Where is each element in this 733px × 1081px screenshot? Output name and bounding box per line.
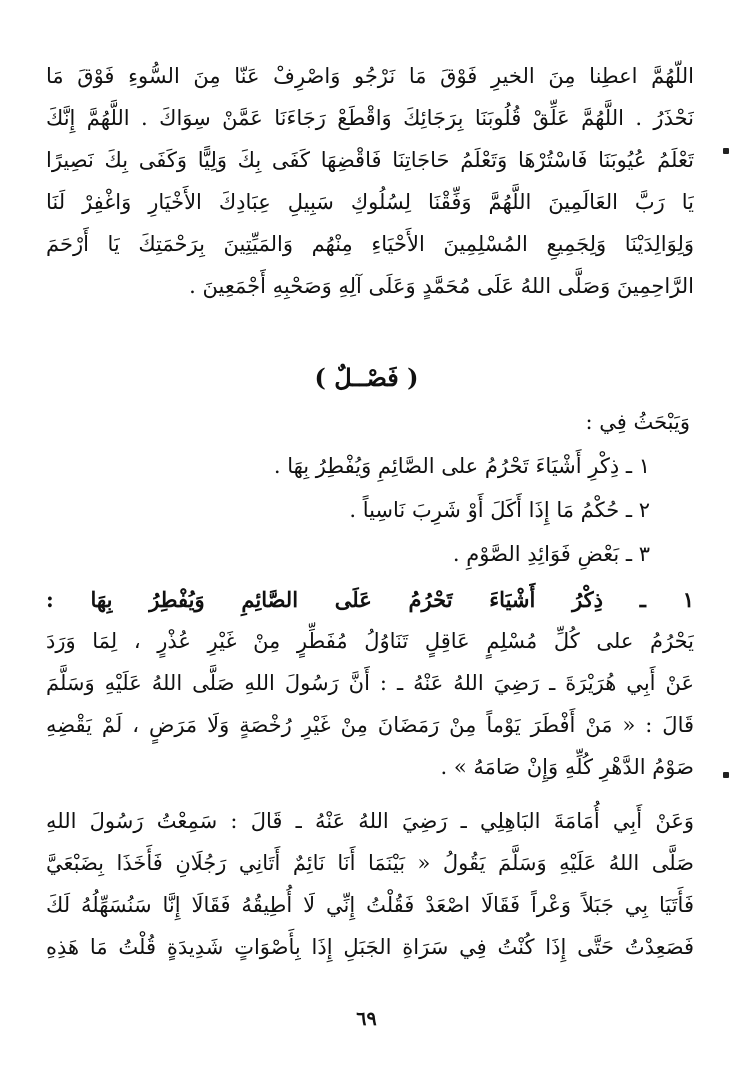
text-line: فَأَتَيَا بِي جَبَلاً وَعْراً فَقَالَا اصْعَدْ فَقُلْتُ إِنِّي لَا أُطِيقُهُ فَقَالَا إِنَّا سَنُسَهِّلُهُ لَكَ — [46, 893, 694, 917]
section-heading: ( فَصْــلٌ ) — [314, 363, 419, 392]
text-line: تَعْلَمُ عُيُوبَنَا فَاسْتُرْهَا وَتَعْلَمُ حَاجَاتِنَا فَاقْضِهَا كَفَى بِكَ وَلِيًّا وَكَفَى بِكَ نَصِيرًا — [46, 148, 694, 172]
topic-item-3: ٣ ـ بَعْضِ فَوَائِدِ الصَّوْمِ . — [452, 542, 650, 566]
scan-speck — [723, 772, 729, 778]
text-line: نَحْذَرُ . اللَّهُمَّ عَلِّقْ قُلُوبَنَا بِرَجَائِكَ وَاقْطَعْ رَجَاءَنَا عَمَّنْ سِوَاكَ . اللَّهُمَّ إِنَّكَ — [46, 106, 694, 130]
topic-item-1: ١ ـ ذِكْرِ أَشْيَاءَ تَحْرُمُ على الصَّائِمِ وَيُفْطِرُ بِهَا . — [273, 454, 650, 478]
text-line: وَلِوَالِدَيْنَا وَلِجَمِيعِ المُسْلِمِينَ الأَحْيَاءِ مِنْهُم وَالمَيِّتِينَ بِرَحْمَتِكَ يَا أَرْحَمَ — [46, 232, 694, 256]
text-line: الرَّاحِمِينَ وَصَلَّى اللهُ عَلَى مُحَمَّدٍ وَعَلَى آلِهِ وَصَحْبِهِ أَجْمَعِينَ . — [189, 274, 694, 298]
topics-intro: وَيَبْحَثُ فِي : — [585, 410, 690, 434]
text-line: فَصَعِدْتُ حَتَّى إِذَا كُنْتُ فِي سَرَاةِ الجَبَلِ إِذَا بِأَصْوَاتٍ شَدِيدَةٍ قُلْتُ مَا هَذِهِ — [46, 935, 694, 959]
text-line: عَنْ أَبِي هُرَيْرَةَ ـ رَضِيَ اللهُ عَنْهُ ـ : أَنَّ رَسُولَ اللهِ صَلَّى اللهُ عَلَيْهِ وَسَلَّمَ — [46, 671, 694, 695]
scan-speck — [723, 148, 729, 154]
text-line: وَعَنْ أَبِي أُمَامَةَ البَاهِلِي ـ رَضِيَ اللهُ عَنْهُ ـ قَالَ : سَمِعْتُ رَسُولَ اللهِ — [46, 809, 694, 833]
topic1-section — [46, 580, 694, 788]
text-line: اللّهُمَّ اعطِنا مِنَ الخيرِ فَوْقَ مَا نَرْجُو وَاصْرِفْ عَنّا مِنَ السُّوءِ فَوْقَ مَا — [46, 64, 694, 88]
page-number: ٦٩ — [356, 1008, 377, 1030]
text-line: يَحْرُمُ على كُلِّ مُسْلِمٍ عَاقِلٍ تَنَاوُلُ مُفَطِّرٍ مِنْ غَيْرِ عُذْرٍ ، لِمَا وَرَدَ — [46, 629, 694, 653]
text-line: يَا رَبَّ العَالَمِينَ اللَّهُمَّ وَفِّقْنَا لِسُلُوكِ سَبِيلِ عِبَادِكَ الأَخْيَارِ وَاغْفِرْ لَنَا — [46, 190, 694, 214]
topics-list — [100, 400, 690, 576]
text-line: قَالَ : « مَنْ أَفْطَرَ يَوْماً مِنْ رَمَضَانَ مِنْ غَيْرِ رُخْصَةٍ وَلَا مَرَضٍ ، لَمْ يَقْضِهِ — [46, 713, 694, 737]
intro-supplication-paragraph — [46, 55, 694, 307]
hadith-paragraph — [46, 800, 694, 968]
text-line: صَلَّى اللهُ عَلَيْهِ وَسَلَّمَ يَقُولُ « بَيْنَمَا أَنَا نَائِمٌ أَتَانِي رَجُلَانِ فَأَخَذَا بِضَبْعَيَّ — [46, 851, 694, 875]
text-line: صَوْمُ الدَّهْرِ كُلِّهِ وَإِنْ صَامَهُ » . — [440, 755, 694, 779]
topic1-heading: ١ ـ ذِكْرُ أَشْيَاءَ تَحْرُمُ عَلَى الصَّائِمِ وَيُفْطِرُ بِهَا : — [46, 587, 694, 612]
topic-item-2: ٢ ـ حُكْمُ مَا إِذَا أَكَلَ أَوْ شَرِبَ نَاسِياً . — [349, 498, 650, 522]
